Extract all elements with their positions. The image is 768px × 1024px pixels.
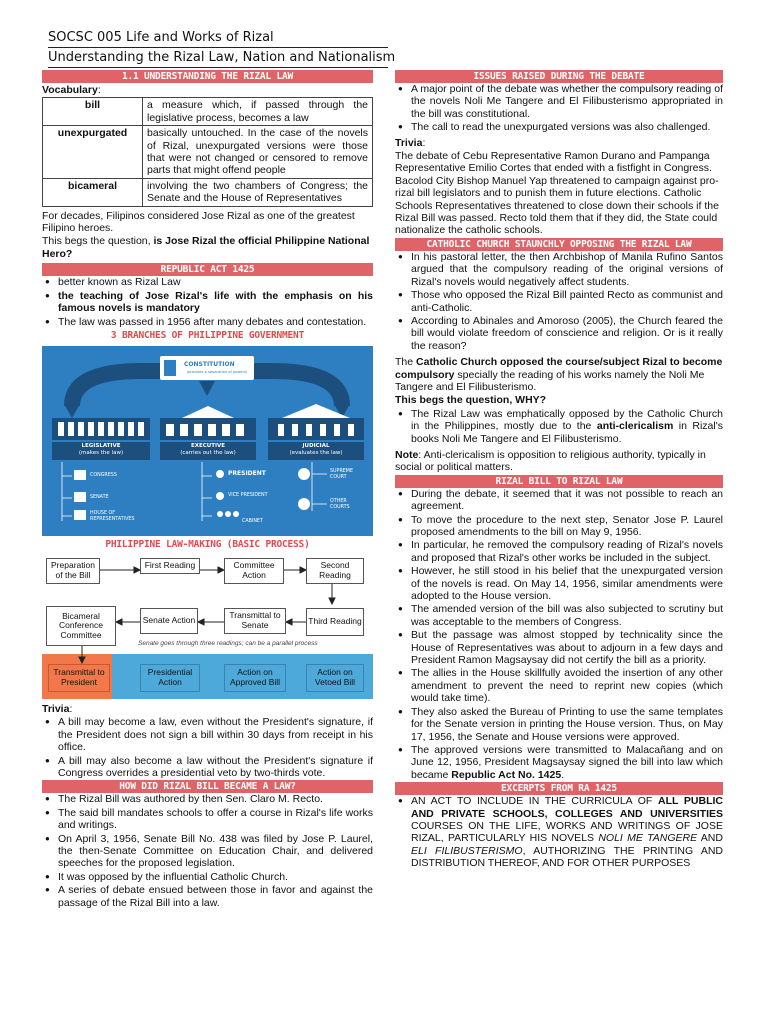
bill-list	[395, 488, 723, 781]
vocab-def: basically untouched. In the case of the novels of Rizal, unexpurgated versions were those that were not changed or censored to remove parts that might offend people	[143, 126, 373, 179]
vocab-term: bill	[43, 98, 143, 126]
vocab-def: involving the two chambers of Congress; the Senate and the House of Representatives	[143, 178, 373, 206]
why-list	[395, 408, 723, 445]
list-item: ● The allies in the House skillfully avoided the insertion of any other amendment to prevent the need to reprint new copies (which would take time).	[395, 667, 723, 704]
flow-second-reading: Second Reading	[306, 558, 364, 584]
exe-vp: VICE PRESIDENT	[228, 492, 268, 498]
question-text	[42, 235, 373, 260]
list-item	[395, 744, 723, 781]
bill-last-bold: Republic Act No. 1425	[451, 768, 562, 781]
note-text: : Anti-clericalism is opposition to religious authority, typically in social or political matters.	[395, 448, 706, 474]
section-banner-ra1425: REPUBLIC ACT 1425	[42, 263, 373, 276]
list-item: ● But the passage was almost stopped by technicality since the House of Representatives was about to adjourn in a few days and President Ramon Magsaysay did not certify the bill as a priority.	[395, 629, 723, 666]
church-list	[395, 251, 723, 352]
flow-third-reading: Third Reading	[306, 608, 364, 636]
section-banner-excerpts: EXCERPTS FROM RA 1425	[395, 782, 723, 795]
vocab-label: Vocabulary	[42, 84, 98, 96]
note-paragraph	[395, 449, 723, 474]
list-item: ● A bill may become a law, even without the President's signature, if the President does not sign a bill within 30 days from receipt in his office.	[42, 716, 373, 753]
list-item: ● Those who opposed the Rizal Bill painted Recto as communist and anti-Catholic.	[395, 289, 723, 314]
jud-supreme: SUPREME COURT	[330, 468, 353, 480]
bill-last-post: .	[561, 768, 565, 781]
issues-list	[395, 83, 723, 134]
flow-bicameral: Bicameral Conference Committee	[46, 606, 116, 646]
flow-transmittal-president: Transmittal to President	[48, 664, 110, 692]
trivia-label-right: Trivia	[395, 136, 423, 149]
vocab-colon: :	[97, 84, 101, 96]
church-para-pre: The	[395, 356, 417, 369]
church-para-post: specially the reading of his works namely the Noli Me Tangere and El Filibusterismo.	[395, 368, 705, 393]
church-paragraph	[395, 356, 723, 393]
list-item: ● the teaching of Jose Rizal's life with the emphasis on his famous novels is mandatory	[42, 290, 373, 315]
left-column	[42, 70, 373, 910]
list-item: ● The call to read the unexpurgated versions was also challenged.	[395, 121, 723, 133]
list-item: ● The Rizal Bill was authored by then Sen. Claro M. Recto.	[42, 793, 373, 805]
list-item: ● A major point of the debate was whether the compulsory reading of the novels Noli Me Tangere and El Filibusterismo appropriated in the bill was constitutional.	[395, 83, 723, 120]
question-prefix: This begs the question,	[42, 235, 154, 248]
table-row	[43, 98, 373, 126]
topic-title: Understanding the Rizal Law, Nation and Nationalism	[48, 48, 388, 68]
legislative-label: LEGISLATIVE	[81, 442, 121, 449]
exe-cabinet: CABINET	[242, 518, 263, 524]
excerpt-e: AND	[697, 832, 723, 845]
lawmaking-flow	[42, 554, 373, 699]
trivia-colon: :	[69, 702, 73, 715]
list-item: ● better known as Rizal Law	[42, 276, 373, 288]
section-banner-church: CATHOLIC CHURCH STAUNCHLY OPPOSING THE RIZAL LAW	[395, 238, 723, 251]
list-item: ● The law was passed in 1956 after many debates and contestation.	[42, 316, 373, 328]
list-item: ● A bill may also become a law without the President's signature if Congress overrides a presidential veto by two-thirds vote.	[42, 755, 373, 780]
table-row	[43, 178, 373, 206]
list-item: ● In particular, he removed the compulsory reading of Rizal's novels and proposed that Rizal's other works be included in the subject.	[395, 539, 723, 564]
excerpt-list	[395, 795, 723, 869]
excerpt-a: AN ACT TO INCLUDE IN THE CURRICULA OF	[411, 795, 659, 808]
intro-text: For decades, Filipinos considered Jose Rizal as one of the greatest Filipino heroes.	[42, 209, 355, 235]
why-post: in Rizal's books Noli Me Tangere and El Filibusterismo.	[411, 420, 723, 445]
church-para-bold: Catholic Church opposed the course/subject Rizal to become compulsory	[395, 356, 723, 381]
executive-label: EXECUTIVE	[190, 442, 226, 449]
excerpt-c: COURSES ON THE LIFE, WORKS AND WRITINGS OF JOSE RIZAL, PARTICULARLY HIS NOVELS	[411, 819, 723, 845]
list-item: ● During the debate, it seemed that it was not possible to reach an agreement.	[395, 488, 723, 513]
leg-congress: CONGRESS	[90, 472, 117, 478]
list-item: ● To move the procedure to the next step, Senator Jose P. Laurel proposed amendments to the bill on May 9, 1956.	[395, 514, 723, 539]
course-title: SOCSC 005 Life and Works of Rizal	[48, 28, 388, 48]
note-label: Note	[395, 448, 419, 461]
list-item	[395, 795, 723, 869]
why-pre: The Rizal Law was emphatically opposed by the Catholic Church in the Philippines, mostly due to the	[411, 407, 723, 433]
why-bold: anti-clericalism	[596, 420, 674, 433]
page-header	[48, 28, 396, 68]
list-item	[395, 408, 723, 445]
excerpt-g: , AUTHORIZING THE PRINTING AND DISTRIBUTION THEREOF, AND FOR OTHER PURPOSES	[411, 844, 723, 870]
ra-list	[42, 276, 373, 328]
list-item: ● However, he still stood in his belief that the unexpurgated version of the novels is read. On May 14, 1956, similar amendments were adopted to the House version.	[395, 565, 723, 602]
flow-committee: Committee Action	[224, 558, 284, 584]
list-item: ● According to Abinales and Amoroso (2005), the Church feared the bill would violate freedom of conscience and religion. Or is it really the reason?	[395, 315, 723, 352]
leg-senate: SENATE	[90, 494, 109, 500]
section-banner-understanding: 1.1 UNDERSTANDING THE RIZAL LAW	[42, 70, 373, 83]
legislative-sub: (makes the law)	[78, 449, 124, 456]
list-item: ● It was opposed by the influential Catholic Church.	[42, 871, 373, 883]
exe-president: PRESIDENT	[228, 469, 266, 477]
executive-sub: (carries out the law)	[180, 449, 236, 456]
vocab-term: unexpurgated	[43, 126, 143, 179]
constitution-label: CONSTITUTION	[184, 360, 235, 368]
judicial-label: JUDICIAL	[302, 442, 330, 449]
list-item: ● In his pastoral letter, the then Archbishop of Manila Rufino Santos argued that the compulsory reading of the original versions of Rizal's novels would negatively affect students.	[395, 251, 723, 288]
trivia-label: Trivia	[42, 702, 70, 715]
vocab-table	[42, 97, 373, 206]
section-banner-branches: 3 BRANCHES OF PHILIPPINE GOVERNMENT	[110, 329, 305, 341]
flow-vetoed: Action on Vetoed Bill	[306, 664, 364, 692]
leg-house: HOUSE OF REPRESENTATIVES	[90, 510, 135, 522]
section-banner-issues: ISSUES RAISED DURING THE DEBATE	[395, 70, 723, 83]
vocab-def: a measure which, if passed through the legislative process, becomes a law	[143, 98, 373, 126]
trivia-text: The debate of Cebu Representative Ramon Durano and Pampanga Representative Emilio Cortes that ended with a fistfight in Congress. Bacolod City Bishop Manuel Yap threatened to campaign against pro-rizal bill legislators and to punish them in future elections. Catholic Schools Representatives threatened to close down their schools if the Rizal Bill was passed. Recto told them that if they did, the State could nationalize the catholic schools.	[395, 150, 719, 237]
trivia-colon-right: :	[422, 136, 426, 149]
table-row	[43, 126, 373, 179]
list-item: ● The amended version of the bill was also subjected to scrutiny but was acceptable to the members of Congress.	[395, 603, 723, 628]
constitution-sub: (provides a separation of powers)	[186, 369, 248, 374]
section-banner-bill: RIZAL BILL TO RIZAL LAW	[395, 475, 723, 488]
excerpt-f: ELI FILIBUSTERISMO	[411, 844, 523, 857]
judicial-sub: (evaluates the law)	[289, 449, 343, 456]
list-item: ● The said bill mandates schools to offer a course in Rizal's life works and writings.	[42, 807, 373, 832]
branches-diagram	[42, 346, 373, 536]
jud-other: OTHER COURTS	[330, 498, 350, 510]
flow-note: Senate goes through three readings; can be a parallel process	[138, 639, 318, 647]
flow-senate-action: Senate Action	[140, 608, 198, 634]
how-list	[42, 793, 373, 909]
why-question: This begs the question, WHY?	[395, 394, 547, 407]
question-bold: is Jose Rizal the official Philippine National Hero?	[42, 235, 370, 260]
flow-prep: Preparation of the Bill	[46, 558, 100, 584]
excerpt-b: ALL PUBLIC AND PRIVATE SCHOOLS, COLLEGES AND UNIVERSITIES	[411, 795, 723, 820]
list-item: ● On April 3, 1956, Senate Bill No. 438 was filed by Jose P. Laurel, the then-Senate Committee on Education Chair, and delivered speeches for the proposed legislation.	[42, 833, 373, 870]
right-column	[395, 70, 723, 871]
section-banner-how: HOW DID RIZAL BILL BECAME A LAW?	[42, 780, 373, 793]
list-item: ● A series of debate ensued between those in favor and against the passage of the Rizal Bill into a law.	[42, 884, 373, 909]
flow-first-reading: First Reading	[140, 558, 200, 574]
section-banner-lawmaking: PHILIPPINE LAW-MAKING (BASIC PROCESS)	[105, 538, 310, 550]
flow-transmittal-senate: Transmittal to Senate	[224, 608, 286, 634]
vocab-term: bicameral	[43, 178, 143, 206]
trivia-list	[42, 716, 373, 779]
flow-presidential-action: Presidential Action	[140, 664, 200, 692]
flow-approved: Action on Approved Bill	[224, 664, 286, 692]
list-item: ● They also asked the Bureau of Printing to use the same templates for the Senate version in printing the House version. Thus, on May 17, 1956, the Senate and House versions were approved.	[395, 706, 723, 743]
excerpt-d: NOLI ME TANGERE	[598, 832, 698, 845]
bill-last-pre: The approved versions were transmitted to Malacañang and on June 12, 1956, President Magsaysay signed the bill into law which became	[411, 743, 723, 781]
